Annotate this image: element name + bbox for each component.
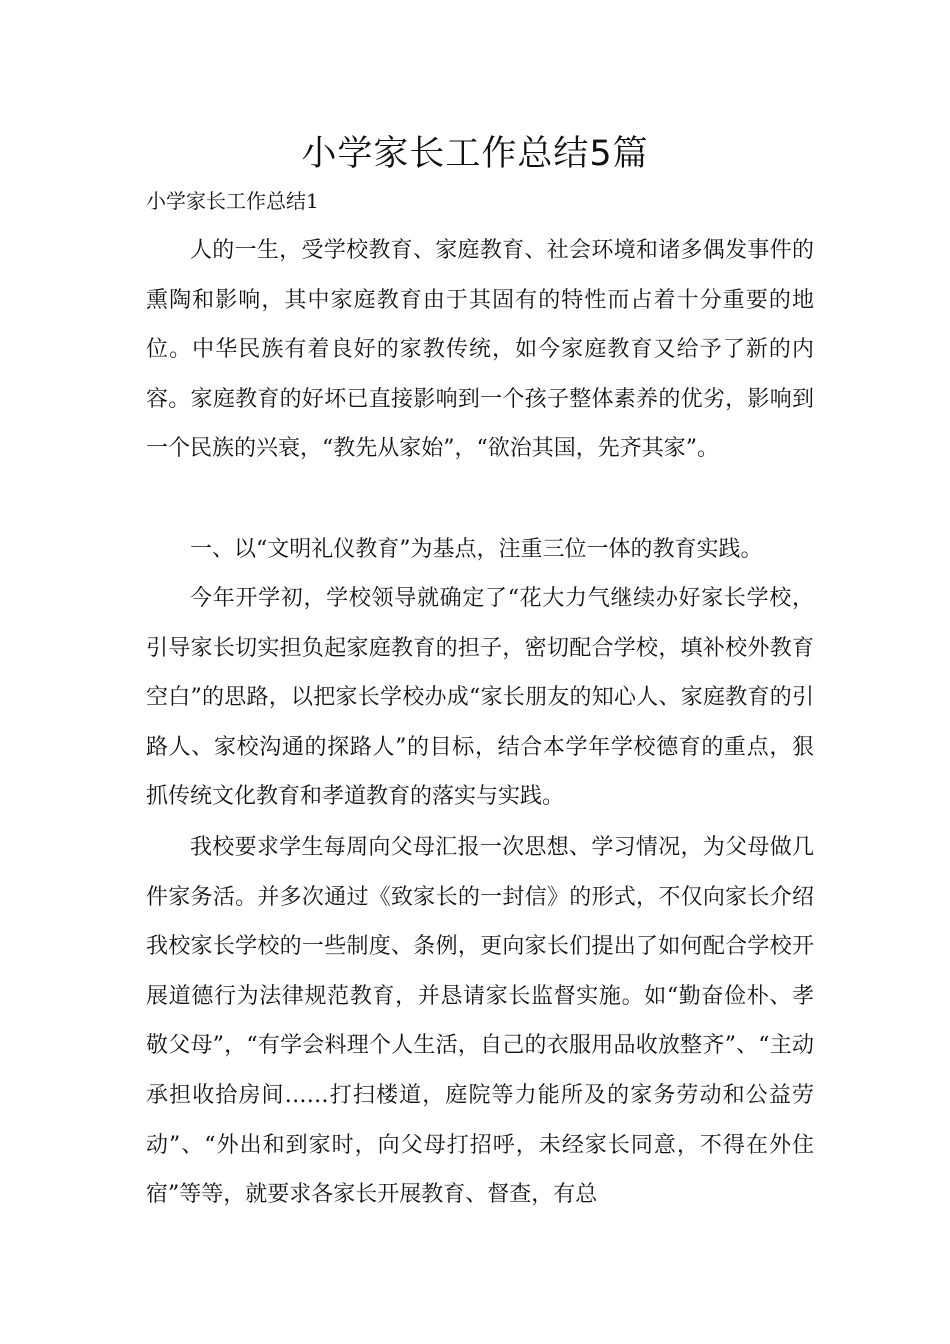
section-heading: 一、以“文明礼仪教育”为基点，注重三位一体的教育实践。 (190, 537, 763, 562)
document-title: 小学家长工作总结5篇 (301, 134, 649, 174)
section-paragraph-2: 我校要求学生每周向父母汇报一次思想、学习情况，为父母做几件家务活。并多次通过《致家长的一封信》的形式，不仅向家长介绍我校家长学校的一些制度、条例，更向家长们提出了如何配合学校开展道德行为法律规范教育，并恳请家长监督实施。如“勤奋俭朴、孝敬父母”，“有学会料理个人生活，自己的衣服用品收放整齐”、“主动承担收拾房间……打扫楼道，庭院等力能所及的家务劳动和公益劳动”、“外出和到家时，向父母打招呼，未经家长同意，不得在外住宿”等等，就要求各家长开展教育、督查，有总 (146, 835, 814, 1208)
intro-paragraph: 人的一生，受学校教育、家庭教育、社会环境和诸多偶发事件的熏陶和影响，其中家庭教育由于其固有的特性而占着十分重要的地位。中华民族有着良好的家教传统，如今家庭教育又给予了新的内容。家庭教育的好坏已直接影响到一个孩子整体素养的优劣，影响到一个民族的兴衰，“教先从家始”，“欲治其国，先齐其家”。 (146, 238, 814, 462)
document-subtitle: 小学家长工作总结1 (146, 189, 319, 213)
section-paragraph-1: 今年开学初，学校领导就确定了“花大力气继续办好家长学校，引导家长切实担负起家庭教育的担子，密切配合学校，填补校外教育空白”的思路，以把家长学校办成“家长朋友的知心人、家庭教育的引路人、家校沟通的探路人”的目标，结合本学年学校德育的重点，狠抓传统文化教育和孝道教育的落实与实践。 (146, 586, 814, 810)
